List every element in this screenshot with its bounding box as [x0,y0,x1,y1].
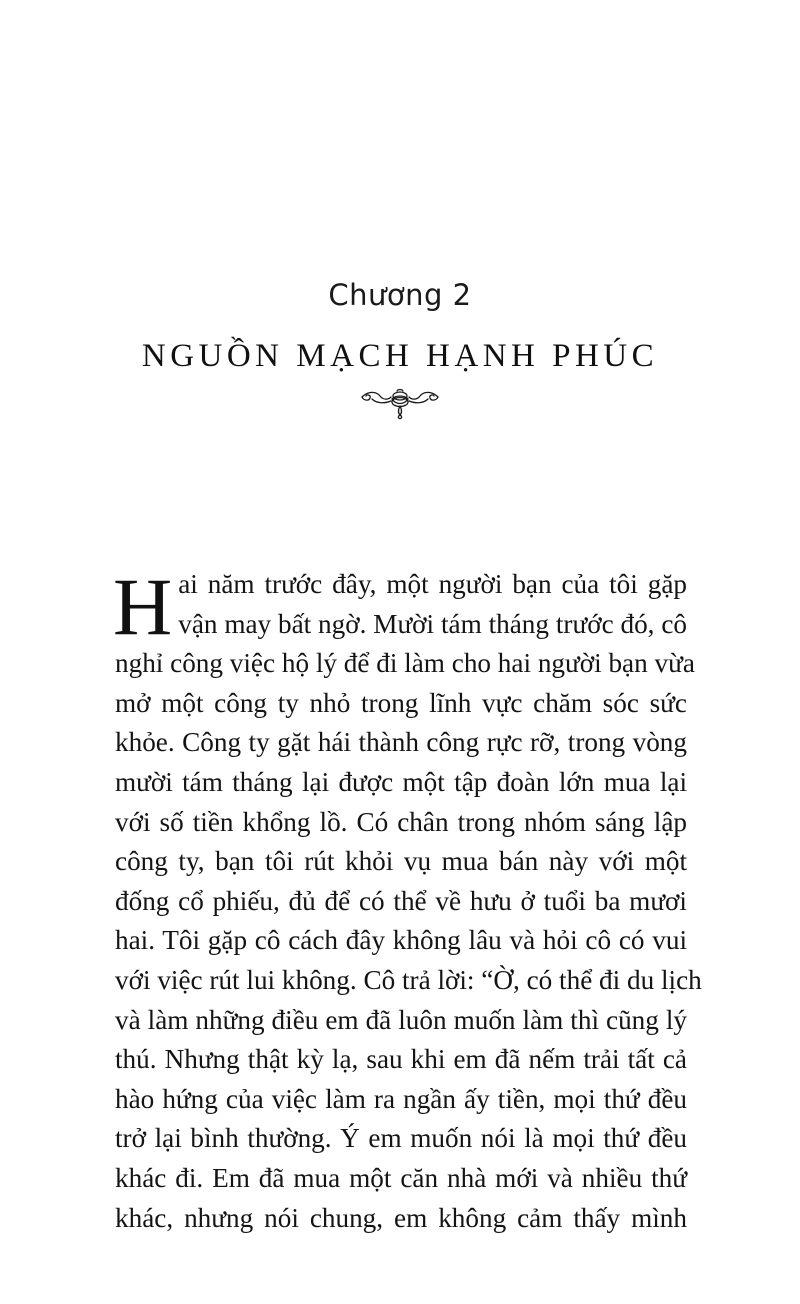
body-line: ai năm trước đây, một người bạn của tôi gặp [178,569,687,599]
body-line: với số tiền khổng lồ. Có chân trong nhóm sáng lập [115,806,687,837]
body-line: nghỉ công việc hộ lý để đi làm cho hai người bạn vừa [115,648,695,679]
body-line: mười tám tháng lại được một tập đoàn lớn mua lại [115,766,687,797]
body-line: hai. Tôi gặp cô cách đây không lâu và hỏi cô có vui [115,925,687,956]
chapter-body-text [113,561,702,1238]
body-line: với việc rút lui không. Cô trả lời: “Ờ, có thể đi du lịch [115,964,702,995]
body-line: khỏe. Công ty gặt hái thành công rực rỡ, trong vòng [115,727,687,758]
body-line: đống cổ phiếu, đủ để có thể về hưu ở tuổi ba mươi [115,885,687,916]
body-line: khác đi. Em đã mua một căn nhà mới và nhiều thứ [115,1162,687,1193]
body-line: khác, nhưng nói chung, em không cảm thấy mình [115,1202,687,1233]
body-line: công ty, bạn tôi rút khỏi vụ mua bán này với một [115,846,687,877]
body-line: thú. Nhưng thật kỳ lạ, sau khi em đã nếm trải tất cả [115,1044,687,1075]
floral-divider-ornament-icon [358,385,442,421]
chapter-number: Chương 2 [328,278,472,312]
body-line: vận may bất ngờ. Mười tám tháng trước đó, cô [178,608,687,639]
body-line: và làm những điều em đã luôn muốn làm thì cũng lý [115,1004,687,1035]
body-line: mở một công ty nhỏ trong lĩnh vực chăm sóc sức [115,687,687,718]
body-line: hào hứng của việc làm ra ngần ấy tiền, mọi thứ đều [115,1083,687,1114]
chapter-title: NGUỒN MẠCH HẠNH PHÚC [141,338,659,374]
drop-cap-letter: H [113,561,173,652]
body-line: trở lại bình thường. Ý em muốn nói là mọi thứ đều [115,1123,687,1154]
